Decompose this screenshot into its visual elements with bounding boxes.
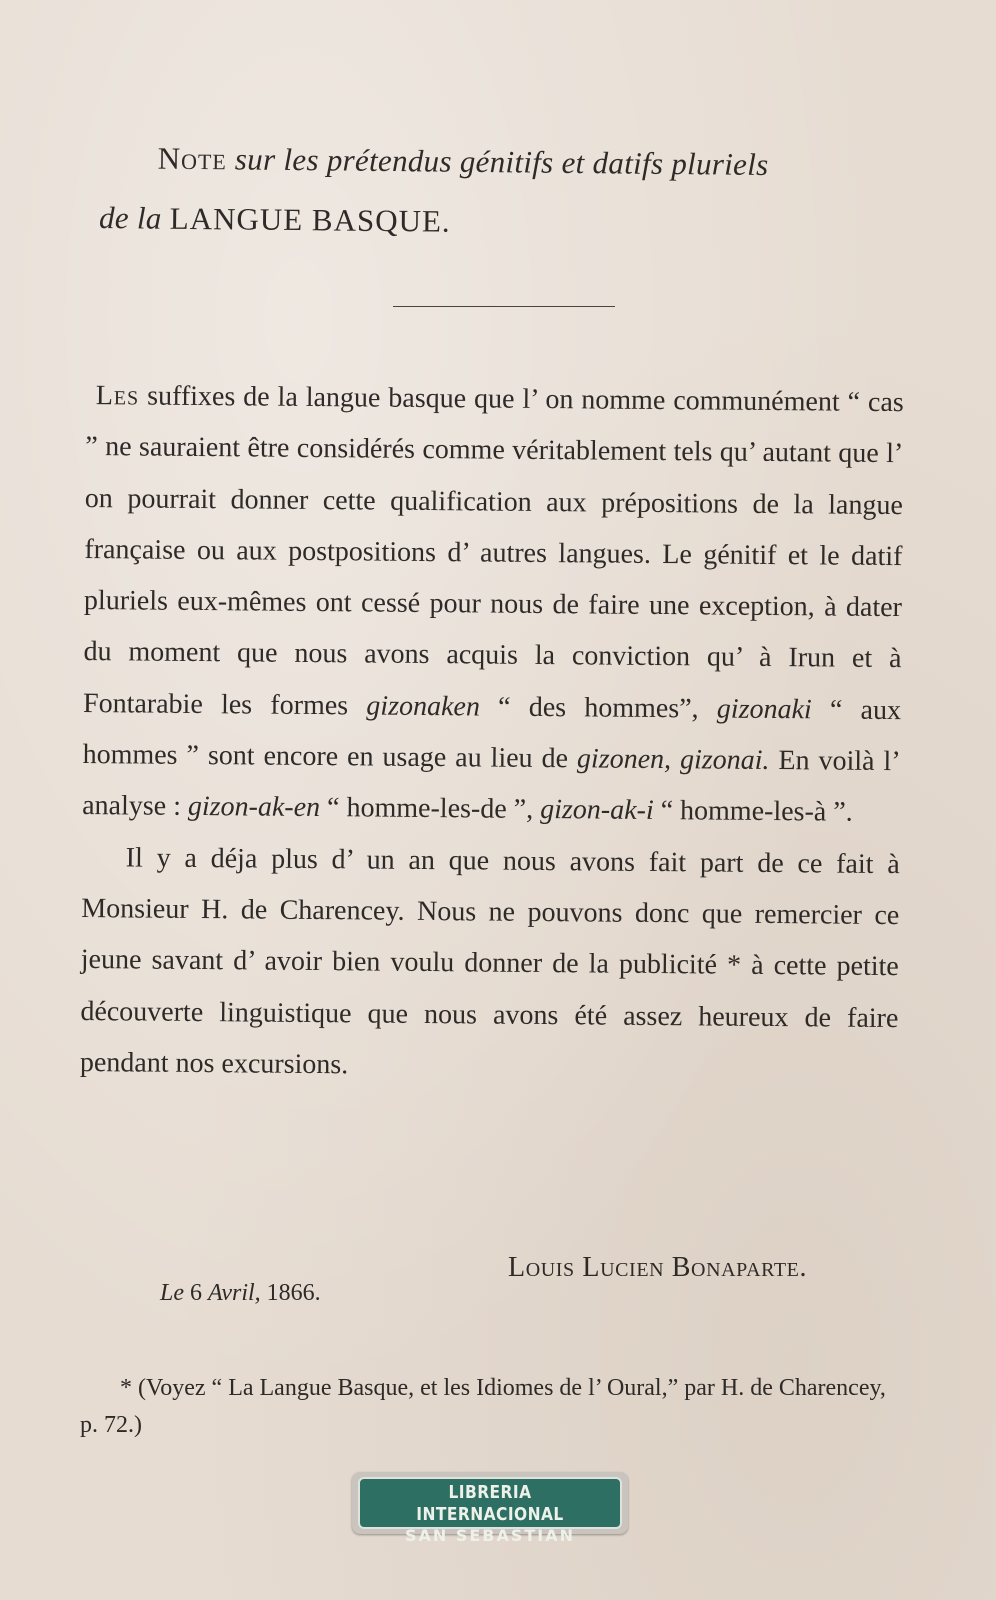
date-year: 1866. [266, 1280, 321, 1306]
basque-word-gizon-ak-en: gizon-ak-en [187, 791, 321, 824]
paragraph-1-part-4: En voilà l’ analyse : [82, 745, 901, 823]
bookseller-label-line-1: LIBRERIA INTERNACIONAL [416, 1482, 564, 1525]
title-line-1 [99, 128, 910, 196]
bookseller-label-line-2: SAN SEBASTIAN [404, 1526, 576, 1545]
footnote: * (Voyez “ La Langue Basque, et les Idiomes de l’ Oural,” par H. de Charencey, p. 72.) [80, 1375, 886, 1438]
title-note-word: Note [157, 140, 228, 177]
main-text [80, 370, 904, 1095]
paragraph-2: Il y a déja plus d’ un an que nous avons fait part de ce fait à Monsieur H. de Charencey. Nous ne pouvons donc que remercier ce jeune savant d’ avoir bien voulu donner de la publicité * à cette petite découverte linguistique que nous avons été assez heureux de faire pendant nos excursions. [79, 842, 900, 1081]
date-day: 6 [190, 1280, 202, 1306]
date-le: Le [160, 1280, 184, 1306]
date-line [160, 1280, 321, 1307]
paragraph-1-part-3: “ aux hommes ” sont encore en usage au lieu de [82, 694, 902, 775]
basque-word-gizonaki: gizonaki [716, 693, 812, 726]
bookseller-label-inner [358, 1477, 622, 1545]
paragraph-1-part-6: “ homme-les-à ”. [653, 795, 853, 829]
title-subject: LANGUE BASQUE. [169, 200, 451, 239]
title-phrase-1: sur les prétendus génitifs et datifs pluriels [234, 141, 769, 183]
paragraph-1-part-1: suffixes de la langue basque que l’ on nomme communément “ cas ” ne sauraient être considérés comme véritablement tels qu’ autant que l’ on pourrait donner cette qualification aux prépositions de la langue française ou aux postpositions d’ autres langues. Le génitif et le datif pluriels eux-mêmes ont cessé pour nous de faire une exception, à dater du moment que nous avons acquis la conviction qu’ à Irun et à Fontarabie les formes [82, 380, 904, 722]
basque-word-gizonaken: gizonaken [366, 690, 481, 723]
date-month: Avril, [208, 1280, 261, 1306]
bookseller-label [352, 1472, 628, 1545]
basque-word-gizonen-gizonai: gizonen, gizonai. [576, 743, 770, 777]
note-title [99, 128, 910, 256]
title-phrase-2: de la [98, 199, 162, 236]
basque-word-gizon-ak-i: gizon-ak-i [540, 794, 654, 827]
title-line-2 [99, 188, 910, 256]
paragraph-1 [82, 370, 904, 839]
title-divider-rule [393, 306, 615, 307]
paragraph-1-part-2: “ des hommes”, [479, 691, 717, 725]
author-signature: Louis Lucien Bonaparte. [508, 1252, 808, 1283]
paragraph-1-lead: Les [95, 380, 140, 412]
paragraph-1-part-5: “ homme-les-de ”, [319, 792, 541, 826]
